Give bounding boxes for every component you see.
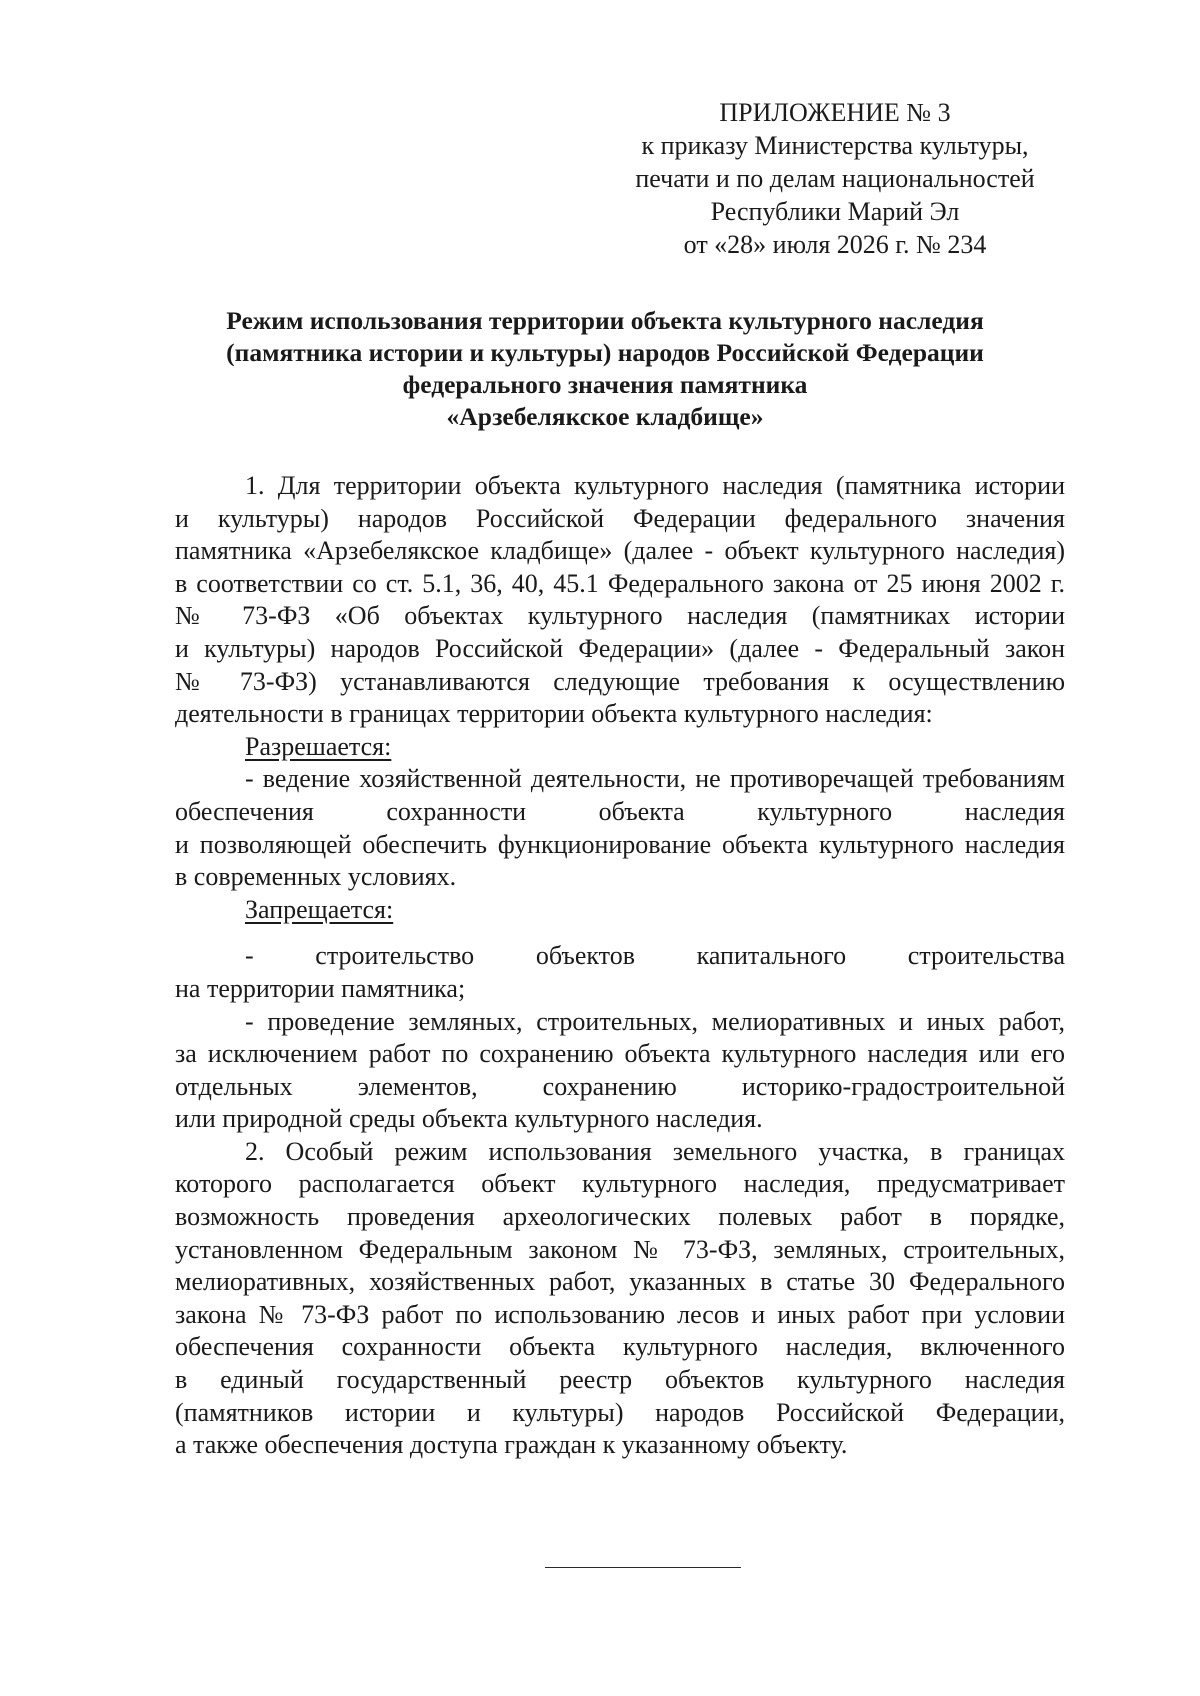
- allowed-heading-line: [175, 731, 1065, 764]
- text-line: № 73-ФЗ «Об объектах культурного наследия (памятниках истории: [175, 601, 1065, 631]
- text-line: отдельных элементов, сохранению историко-градостроительной: [175, 1071, 1065, 1101]
- text-line: и позволяющей обеспечить функционирование объекта культурного наследия: [175, 829, 1065, 859]
- document-body: [175, 470, 1065, 1462]
- text-line: 1. Для территории объекта культурного наследия (памятника истории: [245, 471, 1065, 500]
- text-line: мелиоративных, хозяйственных работ, указанных в статье 30 Федерального: [175, 1267, 1065, 1297]
- closing-rule: [545, 1567, 741, 1568]
- text-line: на территории памятника;: [175, 973, 466, 1003]
- text-line: установленном Федеральным законом № 73-ФЗ, земляных, строительных,: [175, 1234, 1065, 1264]
- text-line: или природной среды объекта культурного наследия.: [175, 1104, 763, 1134]
- text-line: и культуры) народов Российской Федерации» (далее - Федеральный закон: [175, 633, 1065, 663]
- paragraph-1: [175, 470, 1065, 731]
- text-line: в соответствии со ст. 5.1, 36, 40, 45.1 Федерального закона от 25 июня 2002 г.: [175, 568, 1065, 598]
- text-line: деятельности в границах территории объекта культурного наследия:: [175, 699, 933, 729]
- text-line: обеспечения сохранности объекта культурного наследия: [175, 796, 1065, 826]
- text-line: возможность проведения археологических полевых работ в порядке,: [175, 1202, 1065, 1232]
- text-line: в современных условиях.: [175, 862, 457, 892]
- text-line: обеспечения сохранности объекта культурного наследия, включенного: [175, 1332, 1065, 1362]
- forbidden-section: [175, 894, 1065, 1136]
- text-line: памятника «Арзебелякское кладбище» (далее - объект культурного наследия): [175, 536, 1065, 566]
- appendix-ministry: печати и по делам национальностей: [635, 164, 1035, 193]
- text-line: (памятников истории и культуры) народов Российской Федерации,: [175, 1397, 1065, 1427]
- appendix-order-ref: к приказу Министерства культуры,: [641, 131, 1029, 160]
- title-line: федерального значения памятника: [402, 370, 808, 399]
- paragraph-2: [175, 1136, 1065, 1462]
- text-line: - строительство объектов капитального строительства: [245, 941, 1065, 971]
- title-line: Режим использования территории объекта культурного наследия: [226, 306, 984, 335]
- document-title: [160, 305, 1050, 433]
- appendix-date-number: от «28» июля 2026 г. № 234: [683, 230, 987, 259]
- text-line: и культуры) народов Российской Федерации федерального значения: [175, 503, 1065, 533]
- text-line: в единый государственный реестр объектов культурного наследия: [175, 1365, 1065, 1395]
- title-line: (памятника истории и культуры) народов Российской Федерации: [226, 338, 984, 367]
- text-line: закона № 73-ФЗ работ по использованию лесов и иных работ при условии: [175, 1299, 1065, 1329]
- appendix-header: [600, 96, 1070, 261]
- text-line: которого располагается объект культурного наследия, предусматривает: [175, 1169, 1065, 1199]
- appendix-number: ПРИЛОЖЕНИЕ № 3: [719, 98, 951, 127]
- text-line: - ведение хозяйственной деятельности, не противоречащей требованиям: [245, 764, 1065, 794]
- allowed-section: [175, 731, 1065, 894]
- forbidden-heading-line: [175, 894, 1065, 927]
- text-line: за исключением работ по сохранению объекта культурного наследия или его: [175, 1039, 1065, 1069]
- text-line: а также обеспечения доступа граждан к указанному объекту.: [175, 1430, 848, 1460]
- allowed-heading: Разрешается:: [245, 731, 392, 761]
- forbidden-heading: Запрещается:: [245, 894, 394, 924]
- appendix-republic: Республики Марий Эл: [710, 197, 960, 226]
- text-line: № 73-ФЗ) устанавливаются следующие требования к осуществлению: [175, 666, 1065, 696]
- title-line: «Арзебелякское кладбище»: [446, 402, 764, 431]
- text-line: - проведение земляных, строительных, мелиоративных и иных работ,: [245, 1006, 1065, 1036]
- text-line: 2. Особый режим использования земельного участка, в границах: [245, 1136, 1065, 1166]
